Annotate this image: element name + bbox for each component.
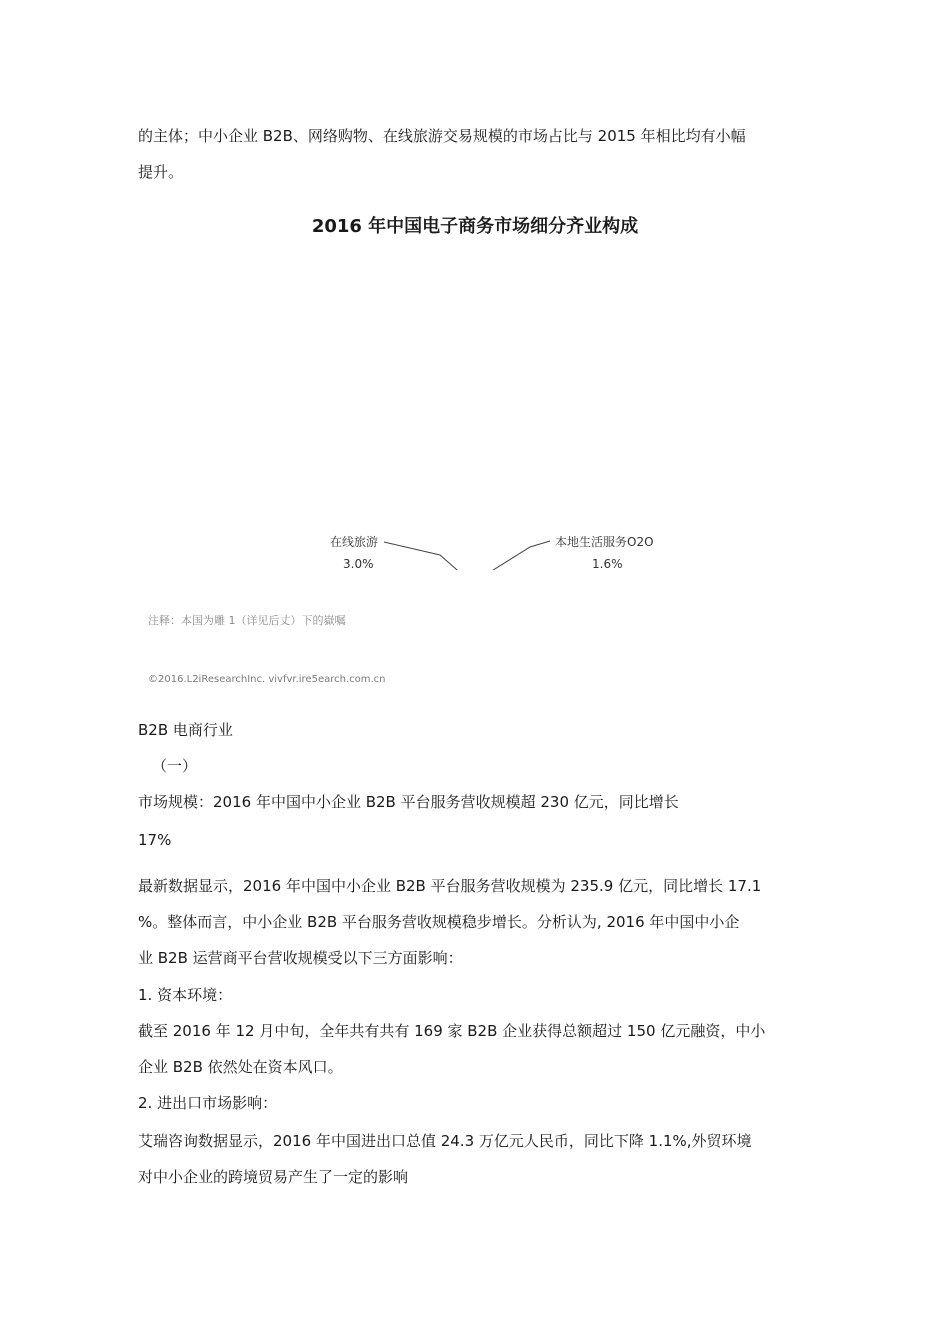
p3-line-2: 对中小企业的跨境贸易产生了一定的影响	[138, 1168, 409, 1186]
market-line-1: 市场规模：2016 年中国中小企业 B2B 平台服务营收规模超 230 亿元，同比增长	[138, 793, 679, 811]
p1-line-2: %。整体而言，中小企业 B2B 平台服务营收规模稳步增长。分析认为, 2016 年中国中小企	[138, 913, 740, 931]
label-online-travel: 在线旅游	[330, 535, 379, 549]
chart-source: ©2016.L2iResearchInc. vivfvr.ire5earch.com.cn	[148, 674, 386, 685]
p2-line-1: 截至 2016 年 12 月中旬，全年共有共有 169 家 B2B 企业获得总额超过 150 亿元融资，中小	[138, 1022, 766, 1040]
leader-line-online-travel	[384, 542, 465, 570]
intro-line-1: 的主体；中小企业 B2B、网络购物、在线旅游交易规模的市场占比与 2015 年相比均有小幅	[138, 127, 746, 145]
pct-o2o: 1.6%	[592, 557, 623, 570]
pct-online-travel: 3.0%	[343, 557, 374, 570]
item-1: 1. 资本环境：	[138, 986, 233, 1004]
chart-title: 2016 年中国电子商务市场细分齐业构成	[311, 216, 639, 237]
p1-line-1: 最新数据显示，2016 年中国中小企业 B2B 平台服务营收规模为 235.9 亿元，同比增长 17.1	[138, 877, 762, 895]
chart-note: 注释：本国为雕 1（详见后丈）下的嶽嘱	[148, 614, 346, 627]
p3-line-1: 艾瑞咨询数据显示，2016 年中国进出口总值 24.3 万亿元人民币，同比下降 1.1%,外贸环境	[138, 1132, 752, 1150]
section-sub: （一）	[152, 757, 198, 775]
leader-line-o2o	[482, 541, 550, 570]
item-2: 2. 进出口市场影响：	[138, 1094, 278, 1112]
intro-line-2: 提升。	[138, 163, 184, 181]
label-o2o: 本地生活服务O2O	[555, 535, 654, 549]
section-heading: B2B 电商行业	[138, 721, 233, 739]
market-line-2: 17%	[138, 831, 172, 849]
p1-line-3: 业 B2B 运营商平台营收规模受以下三方面影响：	[138, 949, 463, 967]
pie-chart	[0, 250, 950, 570]
p2-line-2: 企业 B2B 依然处在资本风口。	[138, 1058, 343, 1076]
